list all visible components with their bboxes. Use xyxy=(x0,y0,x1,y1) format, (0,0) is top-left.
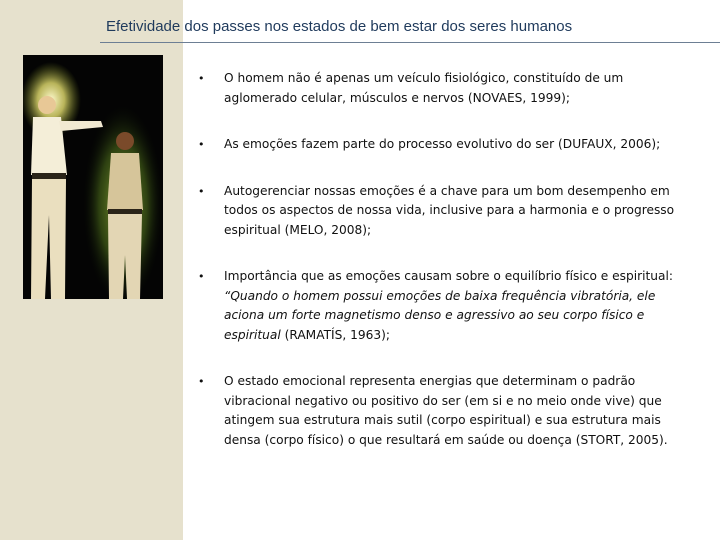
slide-title: Efetividade dos passes nos estados de bem estar dos seres humanos xyxy=(106,18,573,35)
bullet-marker: • xyxy=(198,375,205,388)
bullet-marker: • xyxy=(198,270,205,283)
list-item xyxy=(196,135,686,155)
list-item xyxy=(196,267,686,345)
bullet-marker: • xyxy=(198,184,205,198)
bullet-text-lead: Importância que as emoções causam sobre o equilíbrio físico e espiritual: xyxy=(224,269,673,283)
list-item xyxy=(196,182,686,241)
list-item xyxy=(196,69,686,108)
bullet-marker: • xyxy=(198,138,205,151)
list-item xyxy=(196,372,686,450)
bullet-text: Autogerenciar nossas emoções é a chave para um bom desempenho em todos os aspectos de nossa vida, inclusive para a harmonia e o progresso espiritual (MELO, 2008); xyxy=(224,183,675,237)
bullet-text: As emoções fazem parte do processo evolutivo do ser (DUFAUX, 2006); xyxy=(224,137,661,151)
bullet-text: O homem não é apenas um veículo fisiológico, constituído de um aglomerado celular, músculos e nervos (NOVAES, 1999); xyxy=(224,71,624,105)
bullet-citation: (RAMATÍS, 1963); xyxy=(280,327,390,342)
healing-pass-illustration xyxy=(23,55,163,299)
title-divider xyxy=(100,42,720,43)
bullet-text: O estado emocional representa energias que determinam o padrão vibracional negativo ou positivo do ser (em si e no meio onde vive) que atingem sua estrutura mais sutil (corpo espiritual) e sua estrutura mais densa (corpo físico) o que resultará em saúde ou doença (STORT, 2005). xyxy=(224,374,668,447)
bullet-marker: • xyxy=(198,72,205,85)
bullet-list xyxy=(196,69,686,450)
bullet-quote: “Quando o homem possui emoções de baixa frequência vibratória, ele aciona um forte magnetismo denso e agressivo ao seu corpo físico e espiritual xyxy=(224,288,656,342)
